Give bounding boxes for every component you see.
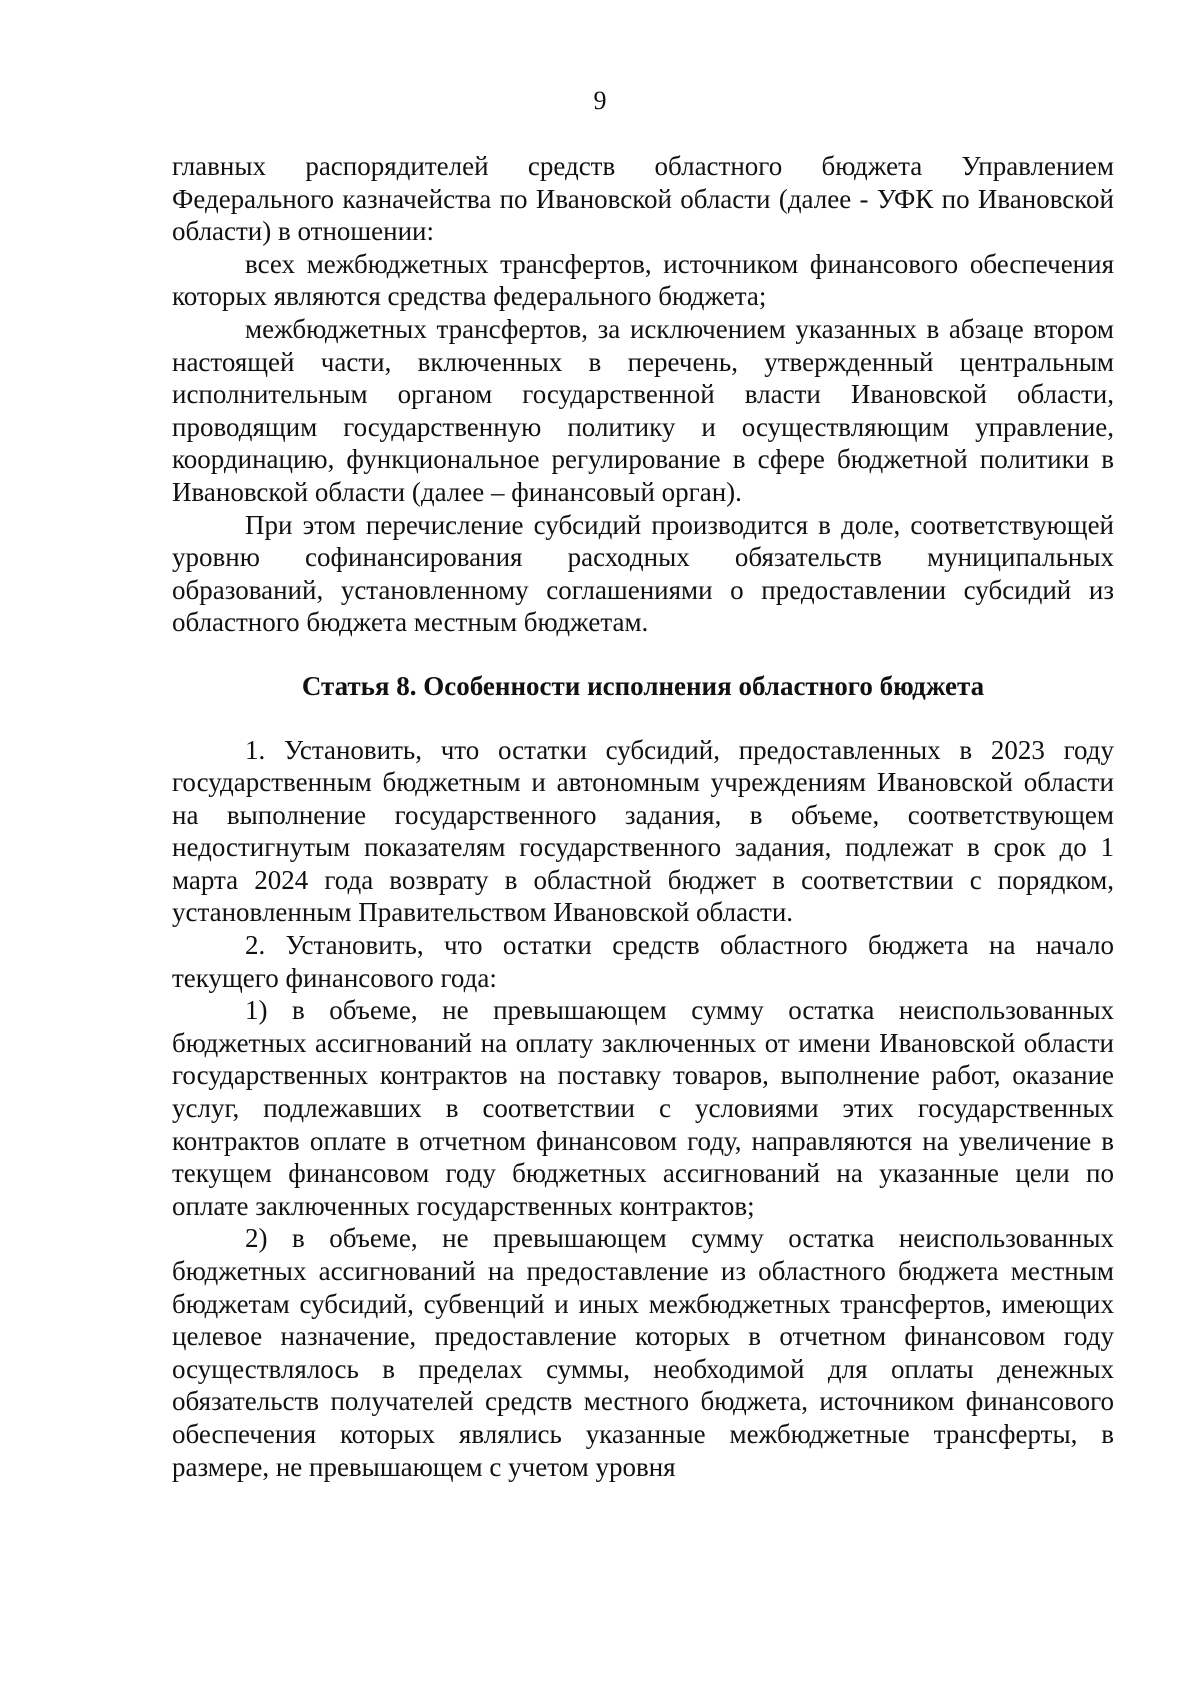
paragraph-other-transfers: межбюджетных трансфертов, за исключением указанных в абзаце втором настоящей части, включенных в перечень, утвержденный центральным исполнительным органом государственной власти Ивановской области, проводящим государственную политику и осуществляющим управление, координацию, функциональное регулирование в сфере бюджетной политики в Ивановской области (далее – финансовый орган). <box>172 313 1114 507</box>
paragraph-federal-transfers: всех межбюджетных трансфертов, источником финансового обеспечения которых являются средства федерального бюджета; <box>172 248 1114 312</box>
article-subclause-1: 1) в объеме, не превышающем сумму остатка неиспользованных бюджетных ассигнований на оплату заключенных от имени Ивановской области государственных контрактов на поставку товаров, выполнение работ, оказание услуг, подлежавших в соответствии с условиями этих государственных контрактов оплате в отчетном финансовом году, направляются на увеличение в текущем финансовом году бюджетных ассигнований на указанные цели по оплате заключенных государственных контрактов; <box>172 995 1114 1221</box>
article-clause-1: 1. Установить, что остатки субсидий, предоставленных в 2023 году государственным бюджетным и автономным учреждениям Ивановской области на выполнение государственного задания, в объеме, соответствующем недостигнутым показателям государственного задания, подлежат в срок до 1 марта 2024 года возврату в областной бюджет в соответствии с порядком, установленным Правительством Ивановской области. <box>172 734 1114 928</box>
document-body <box>172 150 1114 1483</box>
paragraph-continuation: главных распорядителей средств областного бюджета Управлением Федерального казначейства по Ивановской области (далее - УФК по Ивановской области) в отношении: <box>172 151 1114 247</box>
article-clause-2: 2. Установить, что остатки средств областного бюджета на начало текущего финансового года: <box>172 930 1114 993</box>
paragraph-subsidy-transfer: При этом перечисление субсидий производится в доле, соответствующей уровню софинансирования расходных обязательств муниципальных образований, установленному соглашениями о предоставлении субсидий из областного бюджета местным бюджетам. <box>172 509 1114 638</box>
article-heading: Статья 8. Особенности исполнения областного бюджета <box>301 670 985 701</box>
page-number: 9 <box>593 86 607 115</box>
article-subclause-2: 2) в объеме, не превышающем сумму остатка неиспользованных бюджетных ассигнований на предоставление из областного бюджета местным бюджетам субсидий, субвенций и иных межбюджетных трансфертов, имеющих целевое назначение, предоставление которых в отчетном финансовом году осуществлялось в пределах суммы, необходимой для оплаты денежных обязательств получателей средств местного бюджета, источником финансового обеспечения которых являлись указанные межбюджетные трансферты, в размере, не превышающем с учетом уровня <box>172 1223 1114 1482</box>
